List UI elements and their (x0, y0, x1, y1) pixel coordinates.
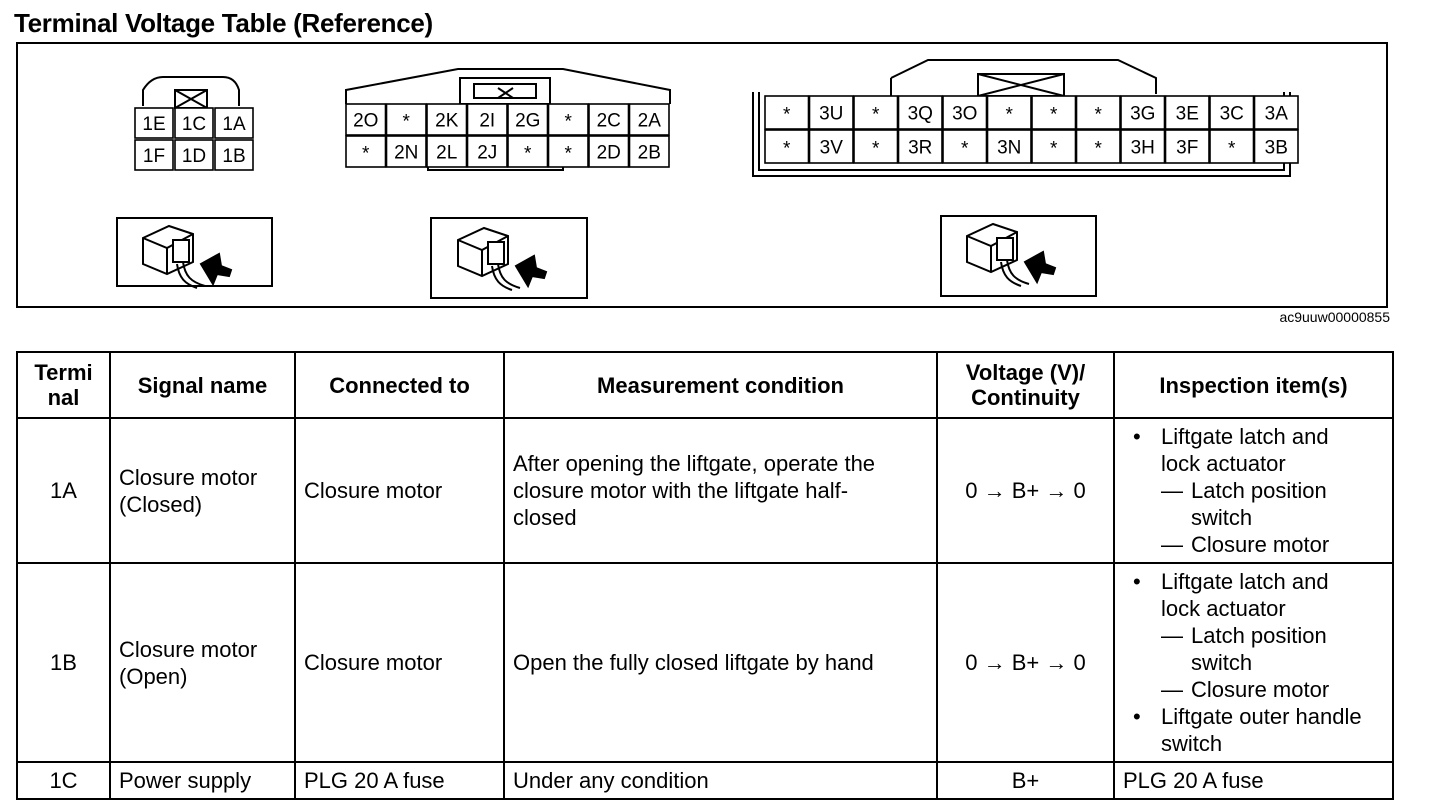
connector-pin-label: 2B (637, 142, 661, 164)
connector-pin-label: 3Q (907, 103, 933, 125)
signal-line: Closure motor (119, 464, 258, 490)
cell-voltage: B+ (937, 762, 1114, 799)
inspection-line: • Liftgate outer handle (1161, 704, 1362, 729)
table-row (17, 762, 1393, 799)
dash-mark: — (1161, 623, 1183, 648)
cell-terminal: 1B (17, 563, 110, 762)
header-terminal-line-2: nal (47, 385, 80, 410)
connector-pin-label: 3F (1176, 137, 1199, 159)
cell-signal-name: Power supply (110, 762, 295, 799)
connector-pin-label: 2N (394, 142, 419, 164)
cell-voltage: 0 → B+ → 0 (937, 563, 1114, 762)
inspection-line: switch (1191, 650, 1253, 675)
connector-pin-label: 2I (479, 110, 496, 132)
connector-pin-label: 1E (142, 114, 166, 135)
cell-voltage: 0 → B+ → 0 (937, 418, 1114, 563)
harness-connector-icon (941, 216, 1096, 296)
connector-pin-label: 1D (181, 146, 207, 167)
connector-pin-label: * (961, 138, 969, 160)
signal-line: (Closed) (119, 491, 203, 517)
connector-pin-label: * (1228, 138, 1236, 160)
connector-pin-label: 2L (436, 142, 458, 164)
connector-pin-label: 1C (181, 114, 207, 135)
header-voltage-line-2: Continuity (971, 385, 1080, 410)
inspection-item (1123, 568, 1384, 622)
connector-pin-label: 2A (637, 110, 661, 132)
inspection-list (1123, 568, 1384, 757)
connector-pin-label: 3V (819, 137, 843, 159)
header-measurement-condition: Measurement condition (504, 352, 937, 418)
cell-terminal: 1C (17, 762, 110, 799)
inspection-line: lock actuator (1161, 596, 1286, 621)
connector-pin-label: 2C (596, 110, 621, 132)
connector-pin-label: * (872, 138, 880, 160)
header-inspection-items: Inspection item(s) (1114, 352, 1393, 418)
connector-pin-label: 3C (1219, 103, 1244, 125)
table-header-row (17, 352, 1393, 418)
connector-pin-label: 1A (222, 114, 246, 135)
cell-connected-to: PLG 20 A fuse (295, 762, 504, 799)
reference-code: ac9uuw00000855 (1279, 309, 1390, 325)
inspection-subitem (1123, 477, 1384, 558)
dash-mark: — (1161, 532, 1183, 557)
connector-diagram-panel (16, 42, 1388, 308)
inspection-item (1123, 423, 1384, 477)
cell-inspection-items: PLG 20 A fuse (1114, 762, 1393, 799)
connector-pin-label: * (362, 143, 370, 165)
condition-line: Open the fully closed liftgate by hand (513, 650, 874, 675)
cell-terminal: 1A (17, 418, 110, 563)
connector-pin-label: * (783, 138, 791, 160)
header-signal-name: Signal name (110, 352, 295, 418)
inspection-line: Latch position (1191, 478, 1327, 503)
inspection-line: • Liftgate latch and (1161, 569, 1329, 594)
header-terminal (17, 352, 110, 418)
connector-pin-label: * (564, 111, 572, 133)
signal-line: (Open) (119, 663, 188, 689)
header-voltage (937, 352, 1114, 418)
connector-pin-label: 1B (222, 146, 246, 167)
connector-pin-label: * (783, 104, 791, 126)
connector-pin-label: 3O (952, 103, 978, 125)
table-row (17, 563, 1393, 762)
connector-pin-label: 3N (997, 137, 1022, 159)
page-title: Terminal Voltage Table (Reference) (14, 8, 433, 38)
inspection-line: Latch position (1191, 623, 1327, 648)
connector-pin-label: * (872, 104, 880, 126)
inspection-line: • Liftgate latch and (1161, 424, 1329, 449)
connector-pin-label: * (1050, 138, 1058, 160)
inspection-subitem (1123, 622, 1384, 703)
inspection-line: Closure motor (1191, 532, 1330, 557)
cell-inspection-items (1114, 418, 1393, 563)
connector-pin-label: * (524, 143, 532, 165)
connector-pin-label: 3R (908, 137, 933, 159)
condition-line: closure motor with the liftgate half- (513, 478, 849, 503)
connector-pin-label: * (564, 143, 572, 165)
dash-mark (1161, 504, 1191, 531)
signal-line: Closure motor (119, 636, 258, 662)
cell-signal-name (110, 563, 295, 762)
connector-pin-label: 2O (353, 110, 379, 132)
dash-mark: — (1161, 478, 1183, 503)
inspection-line: Closure motor (1191, 677, 1330, 702)
connector-pin-label: * (1050, 104, 1058, 126)
connector-pin-label: * (1005, 104, 1013, 126)
condition-line: closed (513, 505, 577, 530)
header-voltage-line-1: Voltage (V)/ (965, 360, 1086, 385)
connector-pin-label: 3G (1130, 103, 1156, 125)
connector-pin-label: 2G (515, 110, 541, 132)
connector-pin-label: 3E (1175, 103, 1199, 125)
header-connected-to: Connected to (295, 352, 504, 418)
harness-connector-icon (431, 218, 587, 298)
connector-pin-label: 3B (1264, 137, 1288, 159)
cell-measurement-condition (504, 563, 937, 762)
dash-mark (1161, 649, 1191, 676)
dash-mark: — (1161, 677, 1183, 702)
connector-pin-label: 1F (142, 146, 166, 167)
table-row (17, 418, 1393, 563)
cell-measurement-condition: Under any condition (504, 762, 937, 799)
condition-line: After opening the liftgate, operate the (513, 451, 876, 476)
cell-connected-to: Closure motor (295, 563, 504, 762)
connector-1 (135, 77, 253, 170)
connector-pin-label: * (1094, 138, 1102, 160)
connector-pin-label: 3H (1130, 137, 1155, 159)
inspection-line: switch (1191, 505, 1253, 530)
connector-pin-label: 3A (1264, 103, 1288, 125)
inspection-list (1123, 423, 1384, 558)
harness-connector-icon (117, 218, 272, 288)
connector-diagram (18, 44, 1386, 306)
connector-2 (346, 69, 670, 170)
connector-pin-label: * (402, 111, 410, 133)
inspection-item (1123, 703, 1384, 757)
connector-pin-label: 3U (819, 103, 844, 125)
connector-pin-label: 2J (477, 142, 498, 164)
terminal-voltage-table (16, 351, 1394, 800)
header-terminal-line-1: Termi (34, 360, 93, 385)
cell-signal-name (110, 418, 295, 563)
connector-pin-label: 2K (435, 110, 459, 132)
cell-measurement-condition (504, 418, 937, 563)
connector-3 (753, 60, 1298, 176)
connector-pin-label: 2D (596, 142, 621, 164)
cell-inspection-items (1114, 563, 1393, 762)
cell-connected-to: Closure motor (295, 418, 504, 563)
connector-pin-label: * (1094, 104, 1102, 126)
inspection-line: lock actuator (1161, 451, 1286, 476)
inspection-line: switch (1161, 731, 1223, 756)
